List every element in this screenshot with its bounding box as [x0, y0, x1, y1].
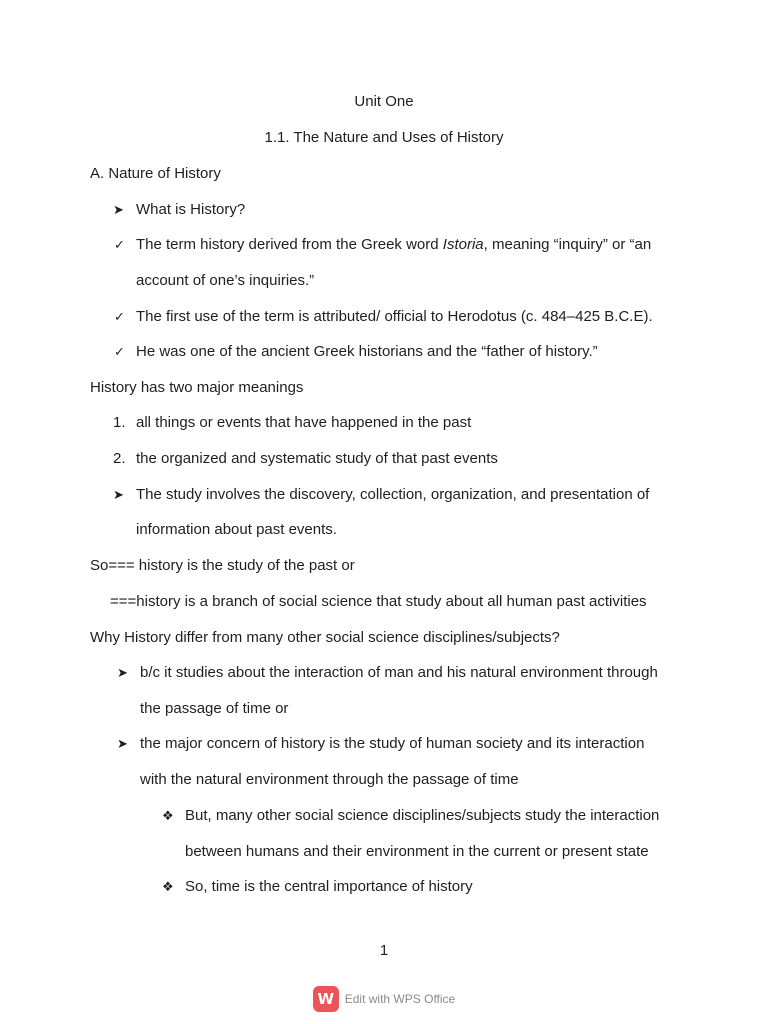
checkmark-bullet-icon: ✓	[114, 237, 125, 252]
study-involves: The study involves the discovery, collection, organization, and presentation of	[136, 486, 650, 503]
nature-heading: A. Nature of History	[90, 165, 221, 182]
branch-of-social-science: ===history is a branch of social science that study about all human past activities	[110, 593, 647, 610]
major-concern: the major concern of history is the study of human society and its interaction	[140, 735, 645, 752]
but-other-disciplines: But, many other social science disciplines/subjects study the interaction	[185, 807, 660, 824]
section-title: 1.1. The Nature and Uses of History	[264, 129, 504, 146]
list-number-1: 1.	[113, 414, 126, 431]
bullet-term-origin-cont: account of one’s inquiries.”	[136, 272, 315, 289]
arrow-bullet-icon: ➤	[117, 736, 128, 751]
diamond-bullet-icon: ❖	[162, 808, 174, 823]
bullet-father-of-history: He was one of the ancient Greek historians and the “father of history.”	[136, 343, 598, 360]
diamond-bullet-icon: ❖	[162, 879, 174, 894]
meaning-1: all things or events that have happened in the past	[136, 414, 472, 431]
wps-edit-footer[interactable]	[0, 984, 768, 1014]
time-central-importance: So, time is the central importance of history	[185, 878, 473, 895]
list-number-2: 2.	[113, 450, 126, 467]
major-concern-cont: with the natural environment through the passage of time	[140, 771, 519, 788]
bullet-term-origin: The term history derived from the Greek word Istoria, meaning “inquiry” or “an	[136, 236, 652, 253]
wps-logo-icon[interactable]: W	[313, 986, 339, 1012]
meanings-intro: History has two major meanings	[90, 379, 304, 396]
but-other-disciplines-cont: between humans and their environment in the current or present state	[185, 843, 649, 860]
edit-with-wps-link[interactable]: Edit with WPS Office	[344, 992, 456, 1006]
arrow-bullet-icon: ➤	[117, 665, 128, 680]
page-number: 1	[379, 942, 389, 959]
bullet-herodotus: The first use of the term is attributed/ official to Herodotus (c. 484–425 B.C.E).	[136, 308, 653, 325]
bc-interaction: b/c it studies about the interaction of man and his natural environment through	[140, 664, 658, 681]
checkmark-bullet-icon: ✓	[114, 344, 125, 359]
unit-title: Unit One	[354, 93, 414, 110]
meaning-2: the organized and systematic study of that past events	[136, 450, 498, 467]
arrow-bullet-icon: ➤	[113, 487, 124, 502]
checkmark-bullet-icon: ✓	[114, 309, 125, 324]
bc-interaction-cont: the passage of time or	[140, 700, 289, 717]
what-is-history-question: What is History?	[136, 201, 246, 218]
study-involves-cont: information about past events.	[136, 521, 337, 538]
why-history-differs: Why History differ from many other social science disciplines/subjects?	[90, 629, 560, 646]
so-study-of-past: So=== history is the study of the past or	[90, 557, 355, 574]
arrow-bullet-icon: ➤	[113, 202, 124, 217]
